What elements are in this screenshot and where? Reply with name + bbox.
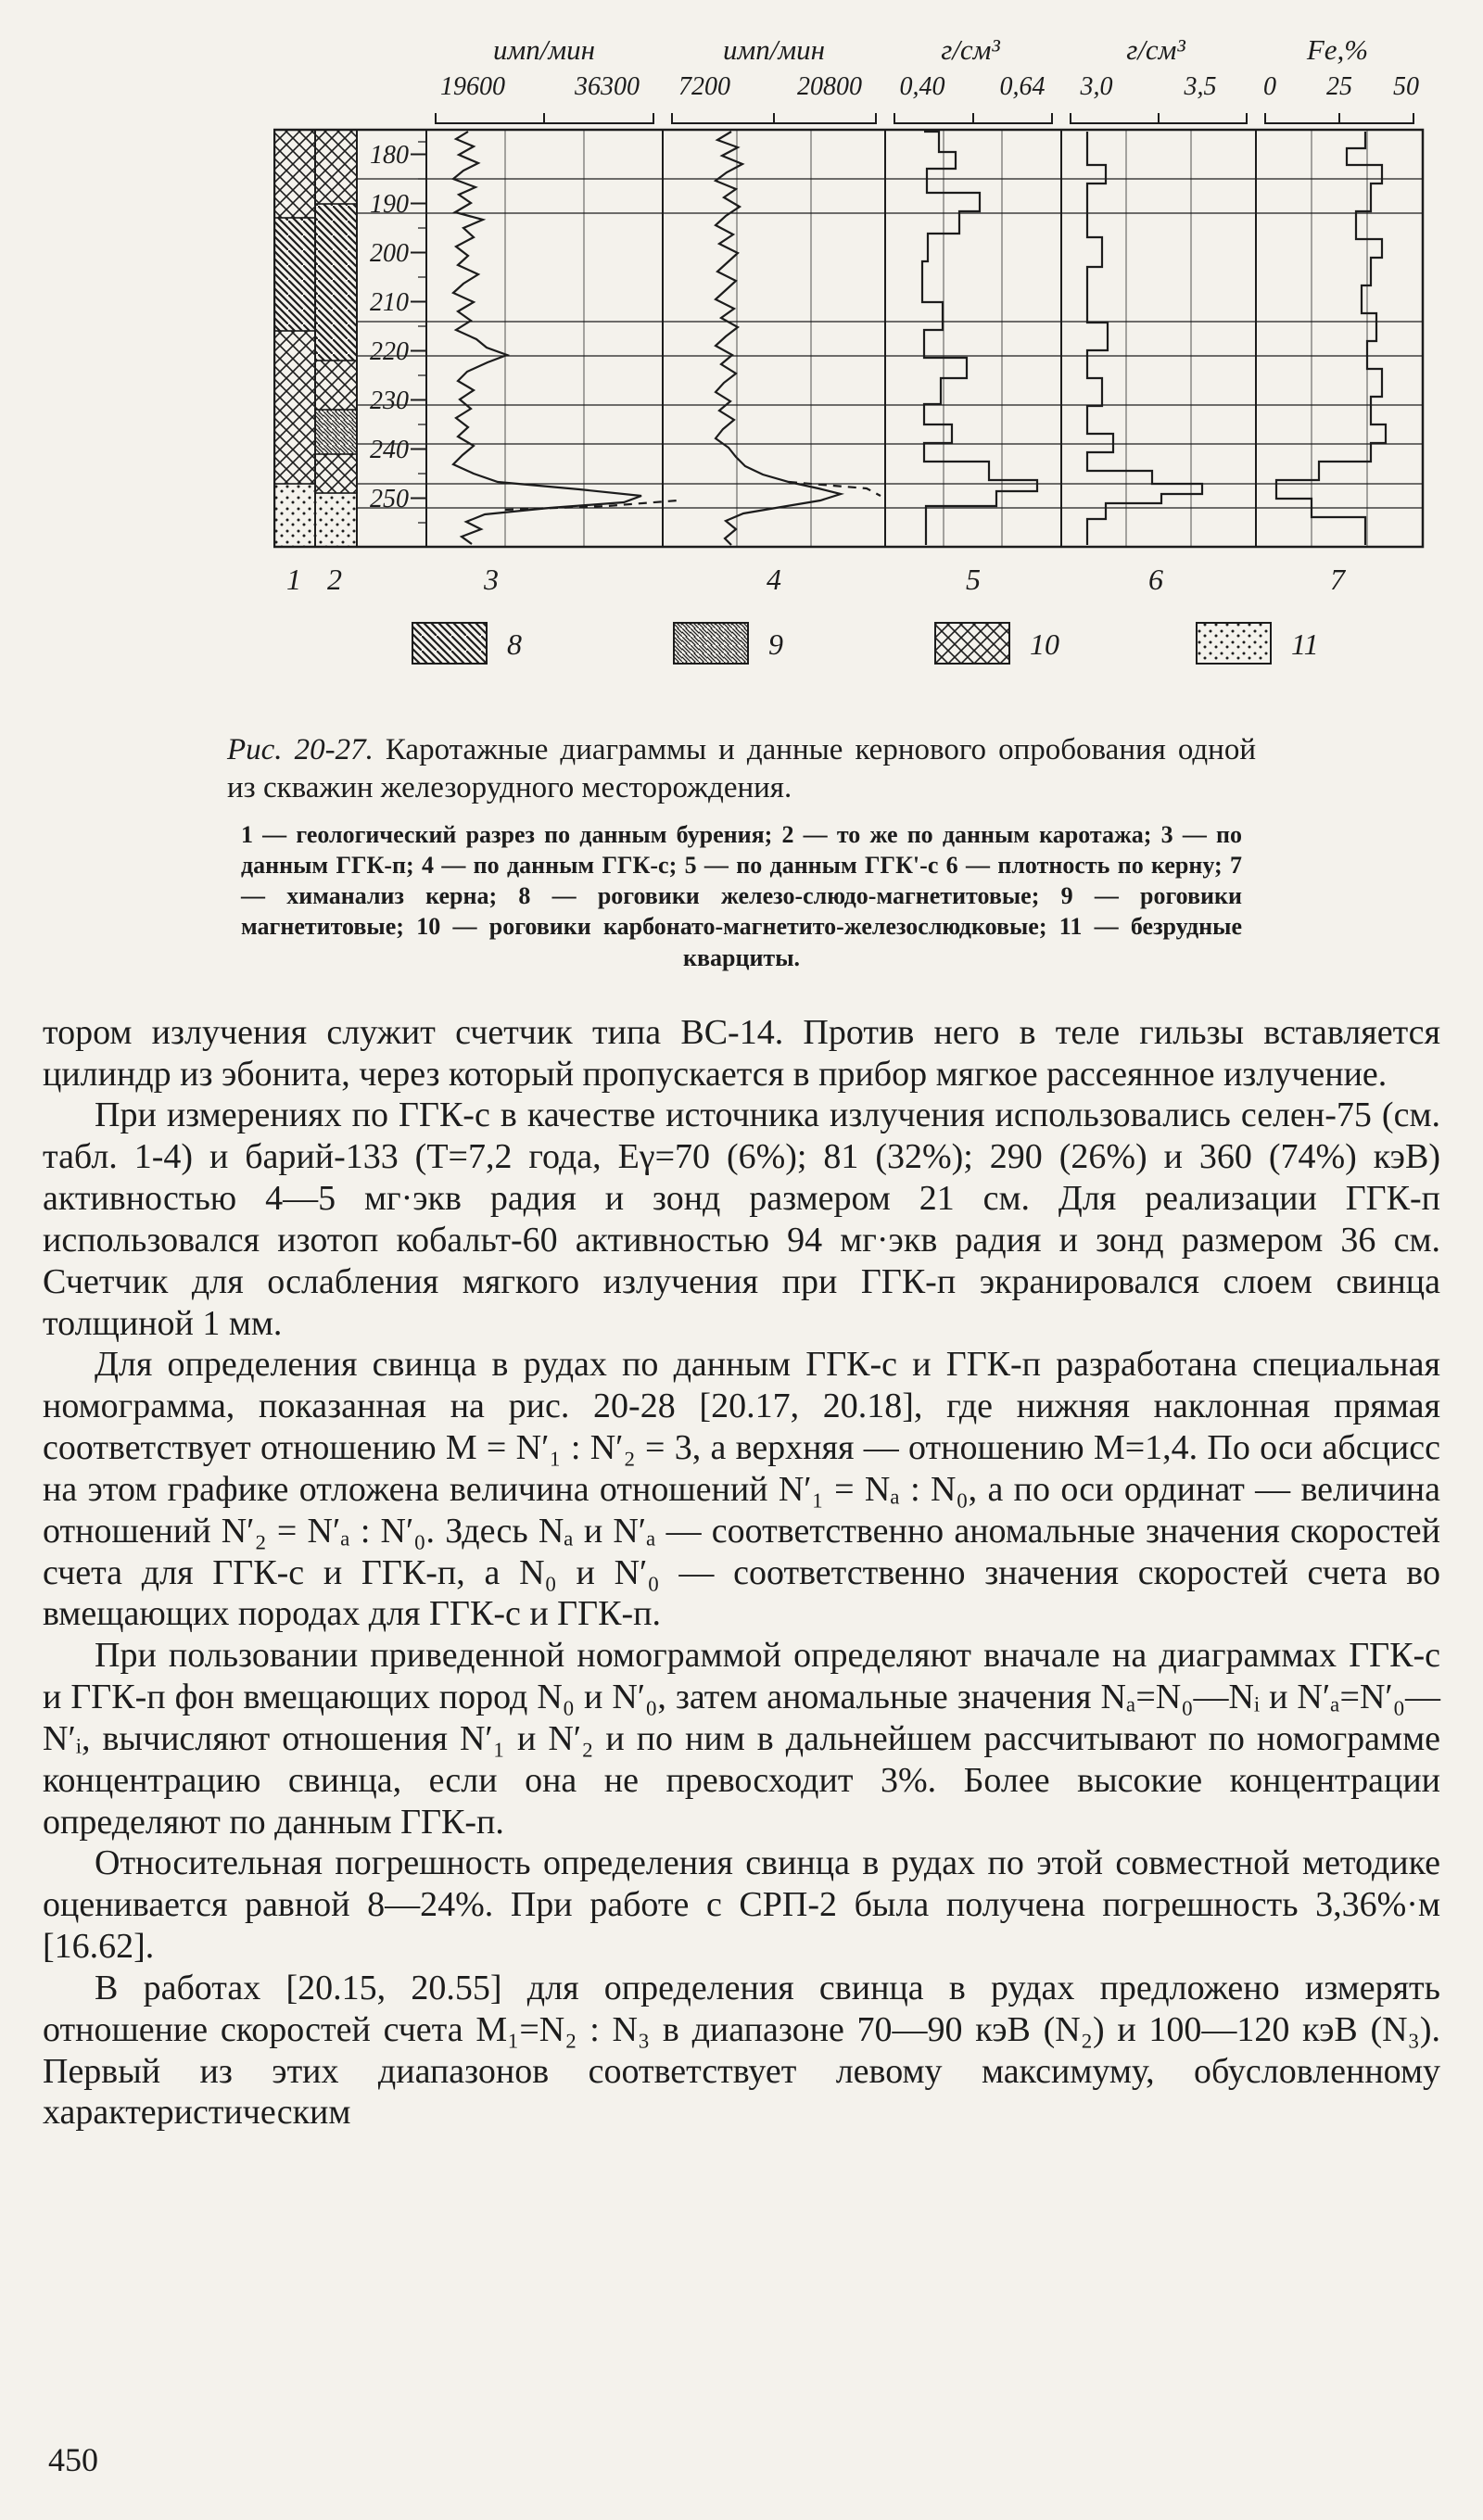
lithology-layer	[274, 130, 357, 547]
track-number: 3	[484, 563, 499, 596]
legend-swatch-8	[412, 623, 487, 664]
legend-swatch-10	[935, 623, 1009, 664]
depth-label: 180	[370, 141, 409, 170]
lithology-col2-dots	[315, 493, 357, 547]
depth-label: 210	[370, 288, 409, 317]
scale-label: 3,5	[1184, 72, 1217, 101]
lithology-col1-dots	[274, 484, 315, 547]
track4-unit-header: имп/мин	[722, 33, 826, 66]
scale-label: 25	[1326, 72, 1352, 101]
curve-4	[716, 132, 841, 545]
curve-6	[1087, 132, 1202, 545]
paragraph: В работах [20.15, 20.55] для определения свинца в рудах предложено измерять отношение скоростей счета М₁=N₂ : N₃ в диапазоне 70—90 кэВ (N₂) и 100—120 кэВ (N₃). Первый из этих диапазонов соответствует левому максимуму, обусловленному характеристическим	[43, 1968, 1440, 2133]
lithology-col2-diag2	[315, 410, 357, 454]
track-number: 4	[767, 563, 781, 596]
track5-unit-header: г/см³	[941, 33, 1000, 66]
curve-5	[922, 132, 1037, 545]
scale-label: 36300	[575, 72, 640, 101]
depth-label: 220	[370, 337, 409, 366]
legend-label: 11	[1291, 627, 1319, 661]
caption-title	[227, 731, 1256, 808]
depth-label: 190	[370, 190, 409, 219]
track3-unit-header: имп/мин	[492, 33, 596, 66]
legend-layer	[412, 623, 1319, 664]
depth-label: 200	[370, 239, 409, 268]
lithology-col1-cross	[274, 130, 315, 218]
paragraph: Для определения свинца в рудах по данным ГГК-с и ГГК-п разработана специальная номограмма, показанная на рис. 20-28 [20.17, 20.18], где нижняя наклонная прямая соответствует отношению M = N′₁ : N′₂ = 3, а верхняя — отношению M=1,4. По оси абсцисс на этом графике отложена величина отношений N′₁ = Nₐ : N₀, а по оси ординат — величина отношений N′₂ = N′ₐ : N′₀. Здесь Nₐ и N′ₐ — соответственно аномальные значения скоростей счета для ГГК-с и ГГК-п, а N₀ и N′₀ — соответственно значения скоростей счета во вмещающих породах для ГГК-с и ГГК-п.	[43, 1345, 1440, 1634]
scale-label: 20800	[797, 72, 862, 101]
well-log-chart	[273, 28, 1451, 695]
caption-fig-label: Рис. 20-27.	[227, 733, 374, 766]
figure	[273, 28, 1451, 700]
curve-7	[1276, 132, 1386, 545]
scale-label: 19600	[440, 72, 505, 101]
lithology-col1-diag	[274, 218, 315, 331]
depth-label: 250	[370, 485, 409, 513]
lithology-col2-diag	[315, 204, 357, 361]
track-number: 7	[1330, 563, 1345, 596]
body-text	[43, 1012, 1440, 2134]
scale-label: 0,64	[999, 72, 1046, 101]
curves-layer	[453, 132, 1386, 545]
track-number: 6	[1148, 563, 1163, 596]
curve-3	[453, 132, 641, 544]
paragraph: тором излучения служит счетчик типа ВС-14. Против него в теле гильзы вставляется цилиндр из эбонита, через который пропускается в прибор мягкое рассеянное излучение.	[43, 1012, 1440, 1094]
depth-label: 230	[370, 386, 409, 415]
lithology-col1-cross	[274, 331, 315, 484]
track6-unit-header: г/см³	[1126, 33, 1185, 66]
page-number: 450	[48, 2441, 98, 2478]
depth-label: 240	[370, 436, 409, 464]
chart-grid	[274, 130, 1423, 547]
lithology-col2-cross	[315, 454, 357, 493]
caption-legend: 1 — геологический разрез по данным бурения; 2 — то же по данным каротажа; 3 — по данным ГГК-п; 4 — по данным ГГК-с; 5 — по данным ГГК'-с 6 — плотность по керну; 7 — химанализ керна; 8 — роговики железо-слюдо-магнетитовые; 9 — роговики магнетитовые; 10 — роговики карбонато-магнетито-железослюдковые; 11 — безрудные кварциты.	[241, 820, 1242, 971]
caption-text: Каротажные диаграммы и данные кернового опробования одной из скважин железорудного месторождения.	[227, 733, 1257, 805]
scale-label: 0,40	[899, 72, 945, 101]
track-number: 2	[327, 563, 342, 596]
scale-label: 50	[1393, 72, 1419, 101]
legend-label: 8	[507, 627, 522, 661]
paragraph: При пользовании приведенной номограммой определяют вначале на диаграммах ГГК-с и ГГК-п фон вмещающих пород N₀ и N′₀, затем аномальные значения Nₐ=N₀—Nᵢ и N′ₐ=N′₀—N′ᵢ, вычисляют отношения N′₁ и N′₂ и по ним в дальнейшем рассчитывают по номограмме концентрацию свинца, если она не превосходит 3%. Более высокие концентрации определяют по данным ГГК-п.	[43, 1636, 1440, 1842]
track-number: 5	[966, 563, 981, 596]
track7-unit-header: Fe,%	[1306, 33, 1369, 66]
scale-brackets	[436, 113, 1413, 124]
paragraph: При измерениях по ГГК-с в качестве источника излучения использовались селен-75 (см. табл. 1-4) и барий-133 (Т=7,2 года, Еγ=70 (6%); 81 (32%); 290 (26%) и 360 (74%) кэВ) активностью 4—5 мг·экв радия и зонд размером 21 см. Для реализации ГГК-п использовался изотоп кобальт-60 активностью 94 мг·экв радия и зонд размером 36 см. Счетчик для ослабления мягкого излучения при ГГК-п экранировался слоем свинца толщиной 1 мм.	[43, 1095, 1440, 1343]
track-number: 1	[286, 563, 301, 596]
scale-label: 3,0	[1080, 72, 1113, 101]
depth-minor-ticks	[418, 142, 426, 523]
figure-caption	[227, 731, 1256, 973]
lithology-col2-cross	[315, 130, 357, 204]
legend-swatch-11	[1197, 623, 1271, 664]
scale-label: 7200	[678, 72, 730, 101]
legend-label: 9	[768, 627, 783, 661]
lithology-col2-cross	[315, 361, 357, 410]
legend-swatch-9	[674, 623, 748, 664]
paragraph: Относительная погрешность определения свинца в рудах по этой совместной методике оценивается равной 8—24%. При работе с СРП-2 была получена погрешность 3,36%·м [16.62].	[43, 1843, 1440, 1967]
legend-label: 10	[1030, 627, 1059, 661]
scale-label: 0	[1263, 72, 1276, 101]
